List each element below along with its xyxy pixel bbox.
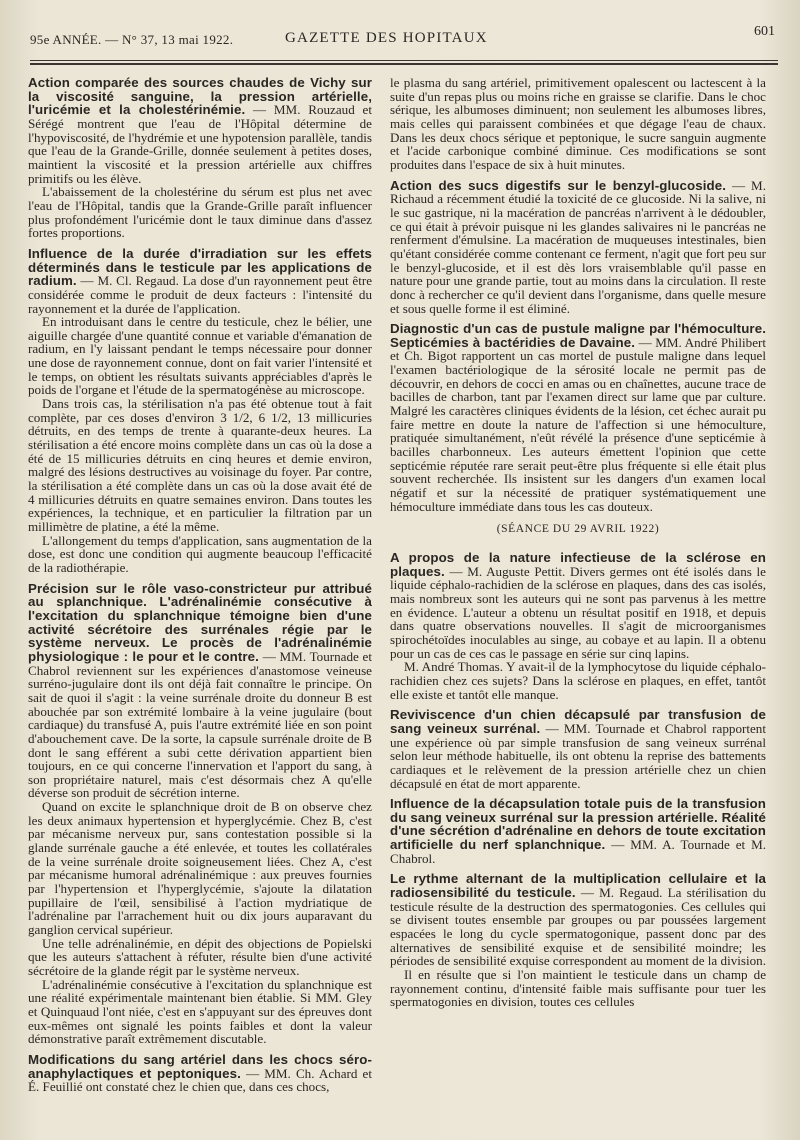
paragraph-text: — MM. A. Tournade et M. Chabrol. [390, 837, 766, 866]
article-paragraph [390, 179, 766, 316]
article-paragraph [390, 872, 766, 968]
session-date: (SÉANCE DU 29 AVRIL 1922) [496, 523, 660, 536]
left-column [28, 76, 372, 1101]
paragraph-text: — MM. Tournade et Chabrol rapportent une expérience où par simple transfusion de sang veineux surrénal selon leur méthode habituelle, ils ont obtenu la reprise des battements cardiaques et le relèvement de la pression artérielle chez un chien décapsulé en état de mort apparente. [390, 720, 766, 791]
article-paragraph [28, 937, 372, 978]
journal-title: GAZETTE DES HOPITAUX [285, 30, 488, 46]
article [28, 1053, 372, 1094]
paragraph-text: — M. Auguste Pettit. Divers germes ont été isolés dans le liquide céphalo-rachidien de la sclérose en plaques, dans des cas isolés, mais nombreux sont les auteurs qui ne sont pas parvenus à les mettre en évidence. L'auteur a obtenu un résultat positif en 1918, et depuis dans quatre observations nouvelles. Il s'agit de microorganismes spirochétoïdes inoculables au singe, au cobaye et au lapin. Il a obtenu pour un cas de ces cas le passage en série sur cinq lapins. [390, 563, 766, 661]
article-title: Action des sucs digestifs sur le benzyl-glucoside. [390, 177, 726, 193]
article-title: Le rythme alternant de la multiplication cellulaire et la radiosensibilité du testicule. [390, 871, 766, 901]
article-paragraph [28, 397, 372, 534]
article-paragraph [28, 1053, 372, 1094]
article [390, 872, 766, 1009]
article-title: A propos de la nature infectieuse de la sclérose en plaques. [390, 550, 766, 579]
paragraph-text: — MM. André Philibert et Ch. Bigot rapportent un cas mortel de pustule maligne dans lequel l'examen bactériologique de la sérosité locale ne permit pas de découvrir, en dehors de cocci en amas ou en chaînettes, aucune trace de bacilles de charbon, tant par l'examen direct sur lame que par culture. Malgré les caractères cliniques évidents de la lésion, cet échec aurait pu faire mettre en doute la nature de l'affection si une hémoculture, pratiquée simultanément, n'eût révélé la présence d'une septicémie à bacilles charbonneux. Les auteurs émettent l'opinion que cette septicémie réputée rare serait peut-être plus fréquente si elle était plus souvent recherchée. Ils insistent sur les dangers d'un examen local négatif et sur la nécessité de pratiquer systématiquement une hémoculture immédiate dans tous les cas douteux. [390, 334, 767, 514]
article-paragraph: le plasma du sang artériel, primitivement opalescent ou lactescent à la suite d'un repas plus ou moins riche en graisse se clarifie. Dans le choc sérique, les albumoses diminuent; non seulement les albumoses libres, mais celles qui paraissent combinées et que dégage l'eau de chaux. Dans les deux chocs sérique et peptonique, le sucre sanguin augmente et l'acide carbonique combiné diminue. Ces modifications se sont produites dans l'espace de six à huit minutes. [390, 75, 766, 172]
paragraph-text: — MM. Tournade et Chabrol reviennent sur les expériences d'anastomose veineuse surréno-jugulaire dont ils ont déjà fait connaître le principe. On sait de quoi il s'agit : la veine surrénale droite du donneur B est abouchée par son extrémité lombaire à la veine jugulaire (bout cardiaque) du transfusé A, puis l'autre extrémité liée en son point d'abouchement cave. De la sorte, la capsule surrénale droite de B dont le sang efférent a subi cette dérivation appartient bien toujours, en ce qui concerne l'innervation et l'apport du sang, à son propriétaire naturel, mais c'est désormais chez A qu'elle déverse son produit de sécrétion interne. [28, 648, 372, 801]
article [28, 582, 372, 1046]
paragraph-text: — M. Richaud a récemment étudié la toxicité de ce glucoside. Ni la salive, ni le suc gastrique, ni la macération de pancréas n'arrivent à le dédoubler, ce qui était à prévoir puisque ni les glandes salivaires ni le pancréas ne renferment d'émulsine. La macération de muqueuses intestinales, bien qu'étant considérée comme contenant ce ferment, n'agit que fort peu sur le benzyl-glucoside, et il est dès lors vraisemblable qu'il passe en nature pour une grande partie, tout au moins dans la circulation. Il reste donc à rechercher ce qu'il devient dans l'organisme, dans quelle mesure et sous quelle forme il est éliminé. [390, 177, 766, 316]
article [390, 179, 766, 316]
paragraph-text: Une telle adrénalinémie, en dépit des objections de Popielski que les auteurs s'attachent à réfuter, résulte bien d'une activité sécrétoire de la glande régit par le système nerveux. [28, 935, 372, 978]
article-title: Reviviscence d'un chien décapsulé par transfusion de sang veineux surrénal. [390, 707, 766, 736]
paragraph-text: — M. Regaud. La stérilisation du testicule résulte de la destruction des spermatogonies. Ces cellules qui se divisent toutes ensemble par groupes ou par poussées largement espacées le long du cycle spermatogonique, passent donc par des alternatives de sensibilité exquise et de sensibilité moindre; les périodes de sensibilité exquise correspondent au moment de la division. [390, 885, 766, 969]
article-title: Action comparée des sources chaudes de Vichy sur la viscosité sanguine, la pression artérielle, l'uricémie et la cholestérinémie. [28, 75, 372, 118]
paragraph-text: En introduisant dans le centre du testicule, chez le bélier, une aiguille chargée d'une quantité connue et variable d'émanation de radium, en l'y laissant pendant le temps nécessaire pour donner une dose de rayonnement connue, dont on fait varier l'intensité et le temps, on obtient les résultats suivants appréciables d'après le poids de l'organe et l'étude de la spermatogénèse au microscope. [28, 314, 372, 398]
page-header [30, 26, 775, 52]
header-rule-thick [30, 63, 778, 65]
article-paragraph [390, 708, 766, 790]
article [28, 247, 372, 575]
article-title: Modifications du sang artériel dans les chocs séro-anaphylactiques et peptoniques. [28, 1051, 372, 1081]
paragraph-text: L'adrénalinémie consécutive à l'excitation du splanchnique est une réalité expérimentale maintenant bien établie. Si MM. Gley et Quinquaud l'ont niée, c'est en s'appuyant sur des épreuves dont eux-mêmes ont signalé les points faibles et dont la valeur démonstrative paraît extrêmement discutable. [28, 976, 372, 1047]
header-rule [30, 60, 778, 61]
paragraph-text: Dans trois cas, la stérilisation n'a pas été obtenue tout à fait complète, par ces doses d'environ 3 1/2, 6 1/2, 13 millicuries détruits, en des temps de trente à quarante-deux heures. La stérilisation a été encore moins complète dans un cas où la dose a été de 15 millicuries détruits en cinq heures et demie environ, malgré des lésions destructives au voisinage du foyer. Par contre, la stérilisation a été complète dans un cas où la dose avait été de 4 millicuries détruits en quatre semaines environ. Dans toutes les expériences, la technique, et en particulier la filtration par un millimètre de platine, a été la même. [28, 396, 372, 534]
article-title: Précision sur le rôle vaso-constricteur pur attribué au splanchnique. L'adrénalinémie consécutive à l'excitation du splanchnique témoigne bien d'une activité sécrétoire des surrénales régie par le système nerveux. Le procès de l'adrénalinémie physiologique : le pour et le contre. [28, 580, 372, 664]
article [390, 708, 766, 790]
article-paragraph [390, 551, 766, 660]
article-paragraph [390, 322, 766, 513]
article-title: Diagnostic d'un cas de pustule maligne par l'hémoculture. Septicémies à bactéridies de Davaine. [390, 321, 766, 350]
continued-article [390, 76, 766, 172]
article [390, 797, 766, 865]
paragraph-text: Quand on excite le splanchnique droit de B on observe chez les deux animaux hypertension et hyperglycémie. Chez B, c'est par mécanisme nerveux pur, sans contestation possible si la glande surrénale gauche a été enlevée, et toutes les collatérales de la veine surrénale droite soigneusement liées. Chez A, c'est par mécanisme humoral adrénalinémique : aux preuves fournies par l'hypertension et l'hyperglycémie, s'ajoute la dilatation pupillaire de l'œil, sensibilisé à l'action mydriatique de l'adrénaline par l'arrachement huit ou dix jours auparavant du ganglion cervical supérieur. [28, 799, 372, 938]
article-paragraph [28, 185, 372, 240]
article-paragraph [390, 660, 766, 701]
article-title: Influence de la décapsulation totale puis de la transfusion du sang veineux surrénal sur la pression artérielle. Réalité d'une sécrétion d'adrénaline en dehors de toute excitation artificielle du nerf splanchnique. [390, 796, 766, 853]
paragraph-text: M. André Thomas. Y avait-il de la lymphocytose du liquide céphalo-rachidien chez ces sujets? Dans la sclérose en plaques, en effet, tantôt elle existe et tantôt elle manque. [390, 659, 766, 702]
article [28, 76, 372, 240]
issue-line: 95e ANNÉE. — N° 37, 13 mai 1922. [30, 32, 234, 47]
article [390, 322, 766, 513]
article [390, 551, 766, 701]
article-paragraph [28, 978, 372, 1046]
article-paragraph [28, 315, 372, 397]
paragraph-text: — MM. Ch. Achard et É. Feuillié ont constaté chez le chien que, dans ces chocs, [28, 1065, 372, 1095]
paragraph-text: Il en résulte que si l'on maintient le testicule dans un champ de rayonnement continu, d'intensité faible mais suffisante pour tuer les spermatogonies en division, toutes ces cellules [390, 967, 766, 1010]
article-title: Influence de la durée d'irradiation sur les effets déterminés dans le testicule par les applications de radium. [28, 245, 372, 289]
article-paragraph [390, 797, 766, 865]
article-paragraph [28, 582, 372, 801]
paragraph-text: — MM. Rouzaud et Sérégé montrent que l'eau de l'Hôpital détermine de l'hypoviscosité, de l'hydrémie et une hypotension parallèle, tandis que l'eau de la Grande-Grille, donnée seulement à petites doses, maintient la viscosité et la pression artérielle aux chiffres primitifs ou les élève. [28, 102, 372, 186]
article-paragraph [28, 534, 372, 575]
paragraph-text: — M. Cl. Regaud. La dose d'un rayonnement peut être considérée comme le produit de deux facteurs : l'intensité du rayonnement et la durée de l'application. [28, 273, 372, 316]
right-column [390, 76, 766, 1016]
page-number: 601 [754, 24, 775, 39]
paragraph-text: L'allongement du temps d'application, sans augmentation de la dose, est donc une condition qui augmente beaucoup l'efficacité de la radiothérapie. [28, 532, 372, 575]
article-paragraph [28, 76, 372, 185]
article-paragraph [28, 247, 372, 315]
article-paragraph [390, 968, 766, 1009]
paragraph-text: L'abaissement de la cholestérine du sérum est plus net avec l'eau de l'Hôpital, tandis que la Grande-Grille paraît influencer plus profondément l'uricémie dont le taux diminue dans d'assez fortes proportions. [28, 184, 372, 241]
article-paragraph [28, 800, 372, 937]
